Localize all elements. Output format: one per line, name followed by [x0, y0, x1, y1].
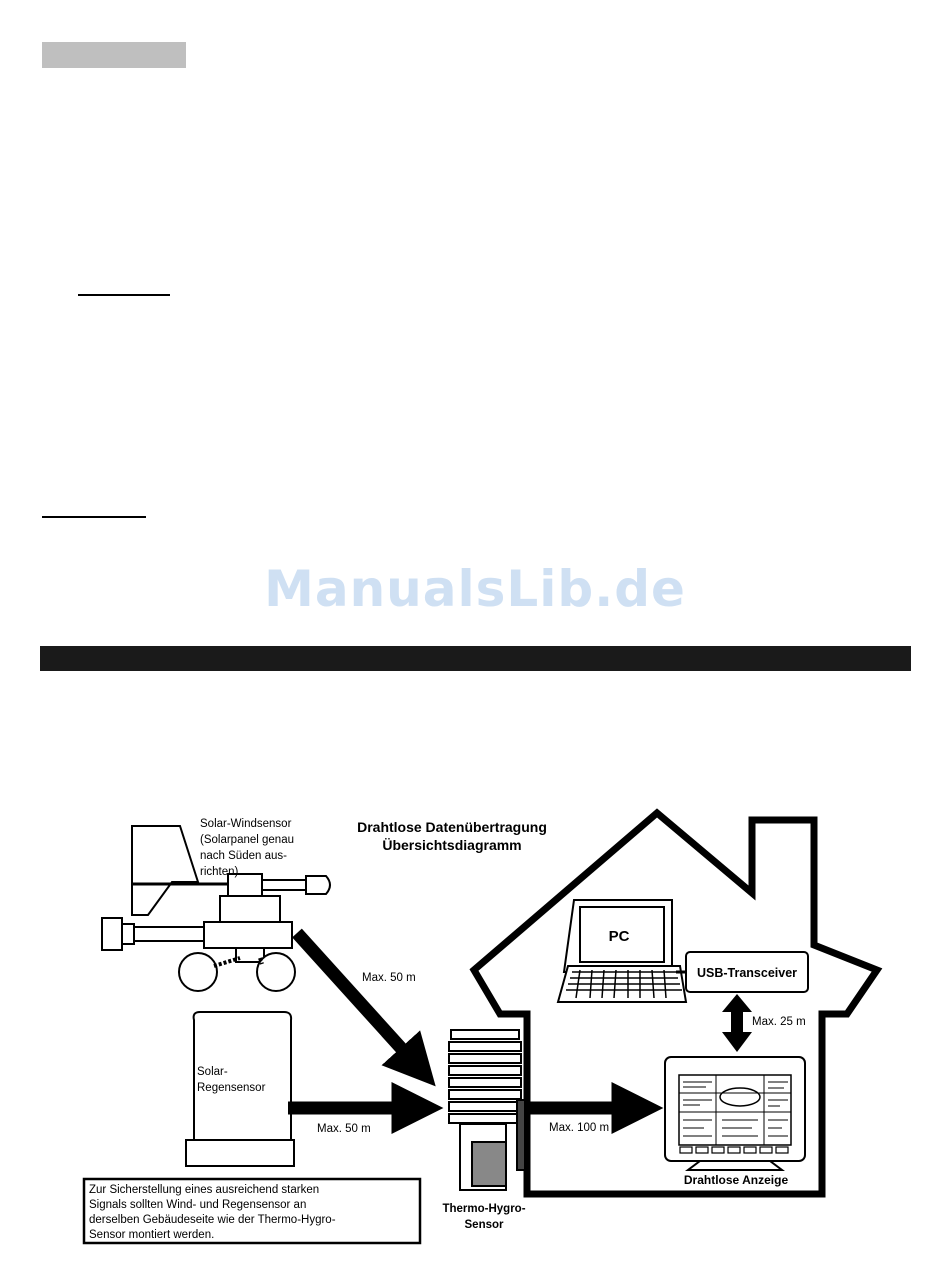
svg-text:richten): richten)	[200, 866, 239, 878]
svg-text:Solar-Windsensor: Solar-Windsensor	[200, 818, 292, 830]
svg-text:Sensor montiert werden.: Sensor montiert werden.	[89, 1229, 215, 1241]
diagram-title-line2: Übersichtsdiagramm	[382, 837, 522, 853]
distance-rain: Max. 50 m	[317, 1123, 371, 1135]
svg-text:nach Süden aus-: nach Süden aus-	[200, 850, 287, 862]
wind-sensor-label	[200, 818, 294, 878]
rain-sensor-label-line2: Regensensor	[197, 1082, 266, 1094]
display-label: Drahtlose Anzeige	[683, 1173, 789, 1187]
svg-text:derselben Gebäudeseite wie der: derselben Gebäudeseite wie der Thermo-Hygro-	[89, 1214, 336, 1226]
svg-text:(Solarpanel genau: (Solarpanel genau	[200, 834, 294, 846]
arrow-wind-to-thermo	[297, 933, 420, 1069]
distance-usb: Max. 25 m	[752, 1016, 806, 1028]
diagram-title-line1: Drahtlose Datenübertragung	[357, 819, 547, 835]
wireless-display-icon	[665, 1057, 805, 1170]
pc-laptop-icon	[558, 900, 686, 1002]
thermo-sensor-label-line1: Thermo-Hygro-	[442, 1203, 526, 1215]
watermark: ManualsLib.de	[264, 560, 686, 618]
pc-label: PC	[608, 928, 630, 945]
thermo-hygro-sensor-icon	[449, 1030, 525, 1190]
svg-text:Zur Sicherstellung eines ausre: Zur Sicherstellung eines ausreichend starken	[89, 1184, 320, 1196]
thermo-sensor-label-line2: Sensor	[464, 1219, 504, 1231]
distance-wind: Max. 50 m	[362, 972, 416, 984]
distance-display: Max. 100 m	[549, 1122, 610, 1134]
usb-transceiver-label: USB-Transceiver	[696, 966, 798, 980]
rain-sensor-label-line1: Solar-	[197, 1066, 228, 1078]
svg-text:Signals sollten Wind- und Rege: Signals sollten Wind- und Regensensor an	[89, 1199, 307, 1211]
